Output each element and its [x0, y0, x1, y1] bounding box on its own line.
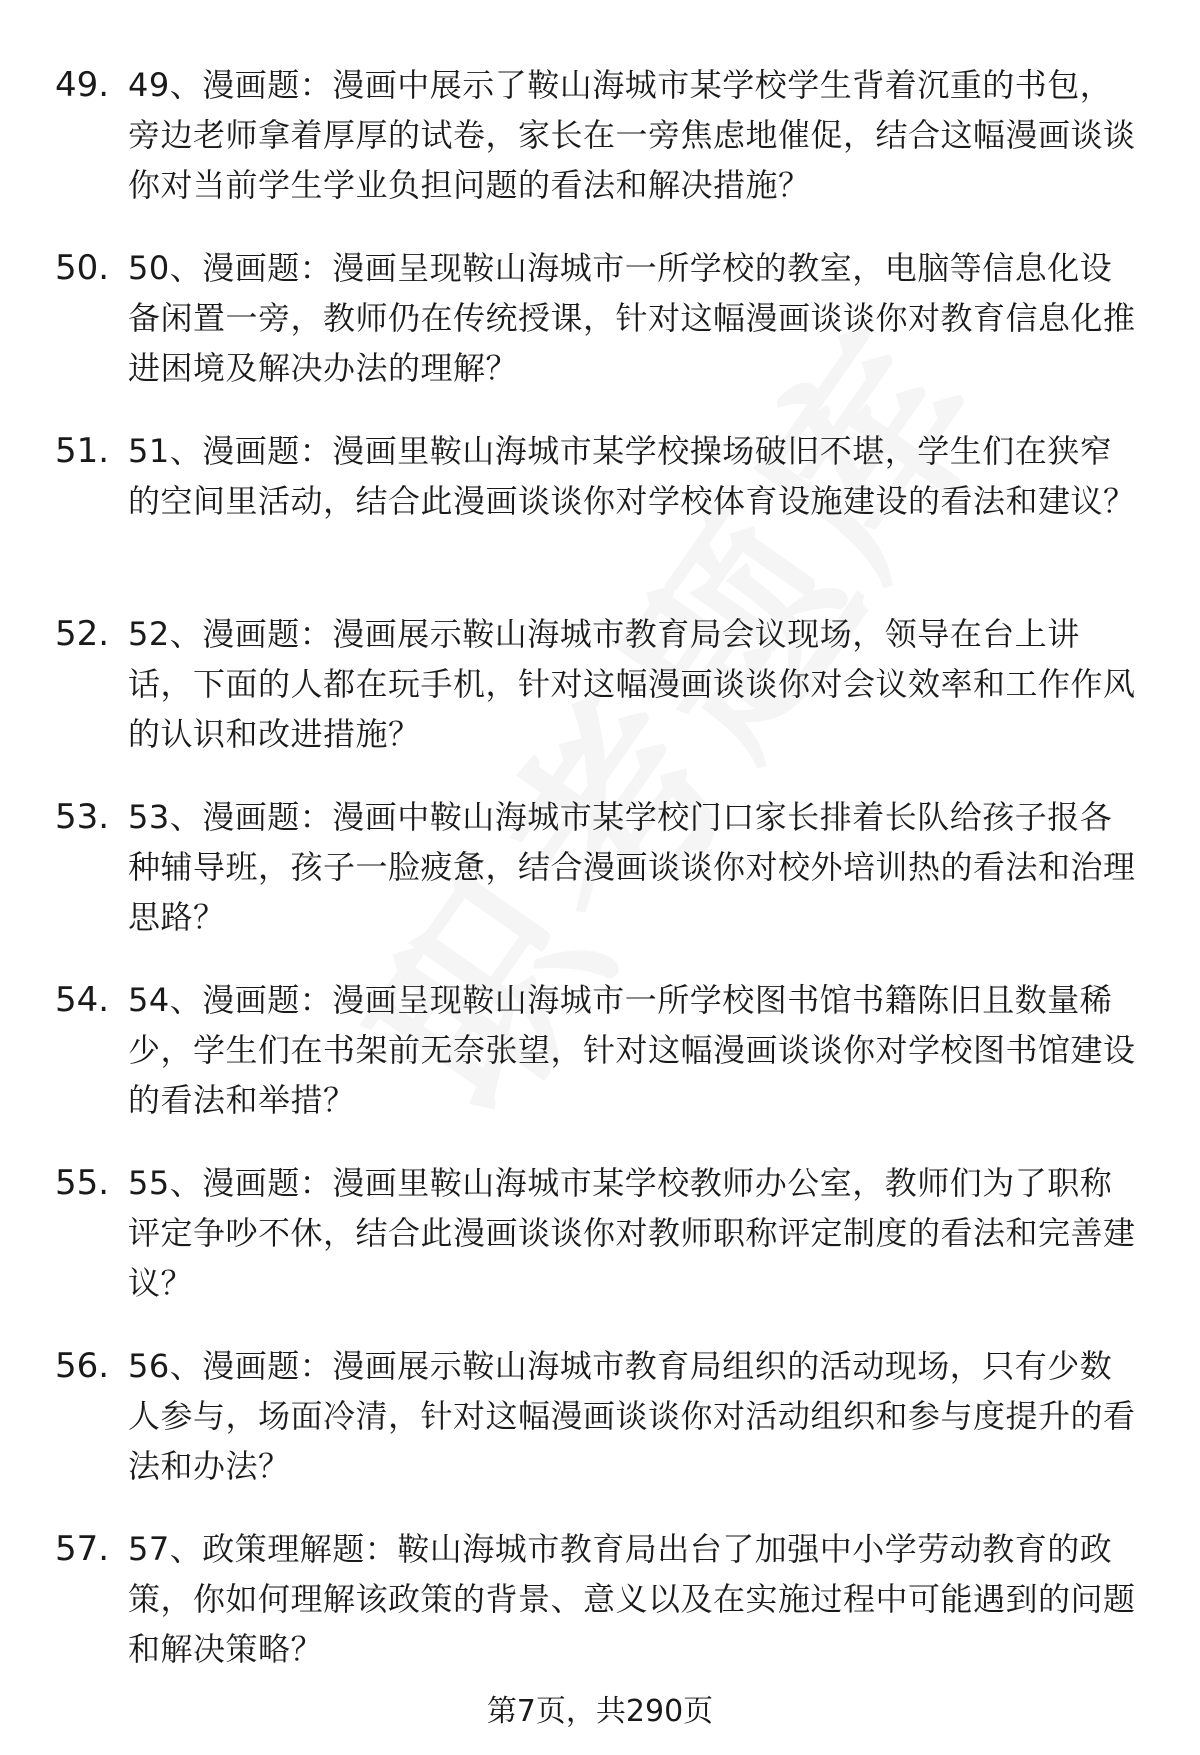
- question-item-53: [0, 792, 1200, 975]
- question-number: 53.: [55, 797, 110, 837]
- question-text: 53、漫画题：漫画中鞍山海城市某学校门口家长排着长队给孩子报各种辅导班，孩子一脸疲惫，结合漫画谈谈你对校外培训热的看法和治理思路？: [128, 798, 1136, 936]
- question-number: 49.: [55, 65, 110, 105]
- question-item-52: [0, 609, 1200, 792]
- question-text: 57、政策理解题：鞍山海城市教育局出台了加强中小学劳动教育的政策，你如何理解该政策的背景、意义以及在实施过程中可能遇到的问题和解决策略？: [128, 1530, 1136, 1668]
- question-text: 54、漫画题：漫画呈现鞍山海城市一所学校图书馆书籍陈旧且数量稀少，学生们在书架前无奈张望，针对这幅漫画谈谈你对学校图书馆建设的看法和举措？: [128, 981, 1136, 1119]
- question-number: 52.: [55, 614, 110, 654]
- question-item-57: [0, 1524, 1200, 1707]
- question-text: 51、漫画题：漫画里鞍山海城市某学校操场破旧不堪，学生们在狭窄的空间里活动，结合此漫画谈谈你对学校体育设施建设的看法和建议？: [128, 432, 1136, 520]
- question-number: 50.: [55, 248, 110, 288]
- page-footer: 第7页，共290页: [486, 1694, 714, 1729]
- question-text: 55、漫画题：漫画里鞍山海城市某学校教师办公室，教师们为了职称评定争吵不休，结合此漫画谈谈你对教师职称评定制度的看法和完善建议？: [128, 1164, 1136, 1302]
- question-text: 56、漫画题：漫画展示鞍山海城市教育局组织的活动现场，只有少数人参与，场面冷清，针对这幅漫画谈谈你对活动组织和参与度提升的看法和办法？: [128, 1347, 1136, 1485]
- question-number: 54.: [55, 980, 110, 1020]
- question-item-51: [0, 426, 1200, 609]
- question-item-49: [0, 60, 1200, 243]
- question-text: 50、漫画题：漫画呈现鞍山海城市一所学校的教室，电脑等信息化设备闲置一旁，教师仍在传统授课，针对这幅漫画谈谈你对教育信息化推进困境及解决办法的理解？: [128, 249, 1136, 387]
- question-number: 51.: [55, 431, 110, 471]
- question-text: 52、漫画题：漫画展示鞍山海城市教育局会议现场，领导在台上讲话，下面的人都在玩手机，针对这幅漫画谈谈你对会议效率和工作作风的认识和改进措施？: [128, 615, 1136, 753]
- question-item-55: [0, 1158, 1200, 1341]
- question-list: [0, 60, 1200, 1707]
- question-number: 56.: [55, 1346, 110, 1386]
- question-item-54: [0, 975, 1200, 1158]
- question-number: 57.: [55, 1529, 110, 1569]
- question-number: 55.: [55, 1163, 110, 1203]
- question-item-50: [0, 243, 1200, 426]
- question-item-56: [0, 1341, 1200, 1524]
- question-text: 49、漫画题：漫画中展示了鞍山海城市某学校学生背着沉重的书包，旁边老师拿着厚厚的试卷，家长在一旁焦虑地催促，结合这幅漫画谈谈你对当前学生学业负担问题的看法和解决措施？: [128, 66, 1136, 204]
